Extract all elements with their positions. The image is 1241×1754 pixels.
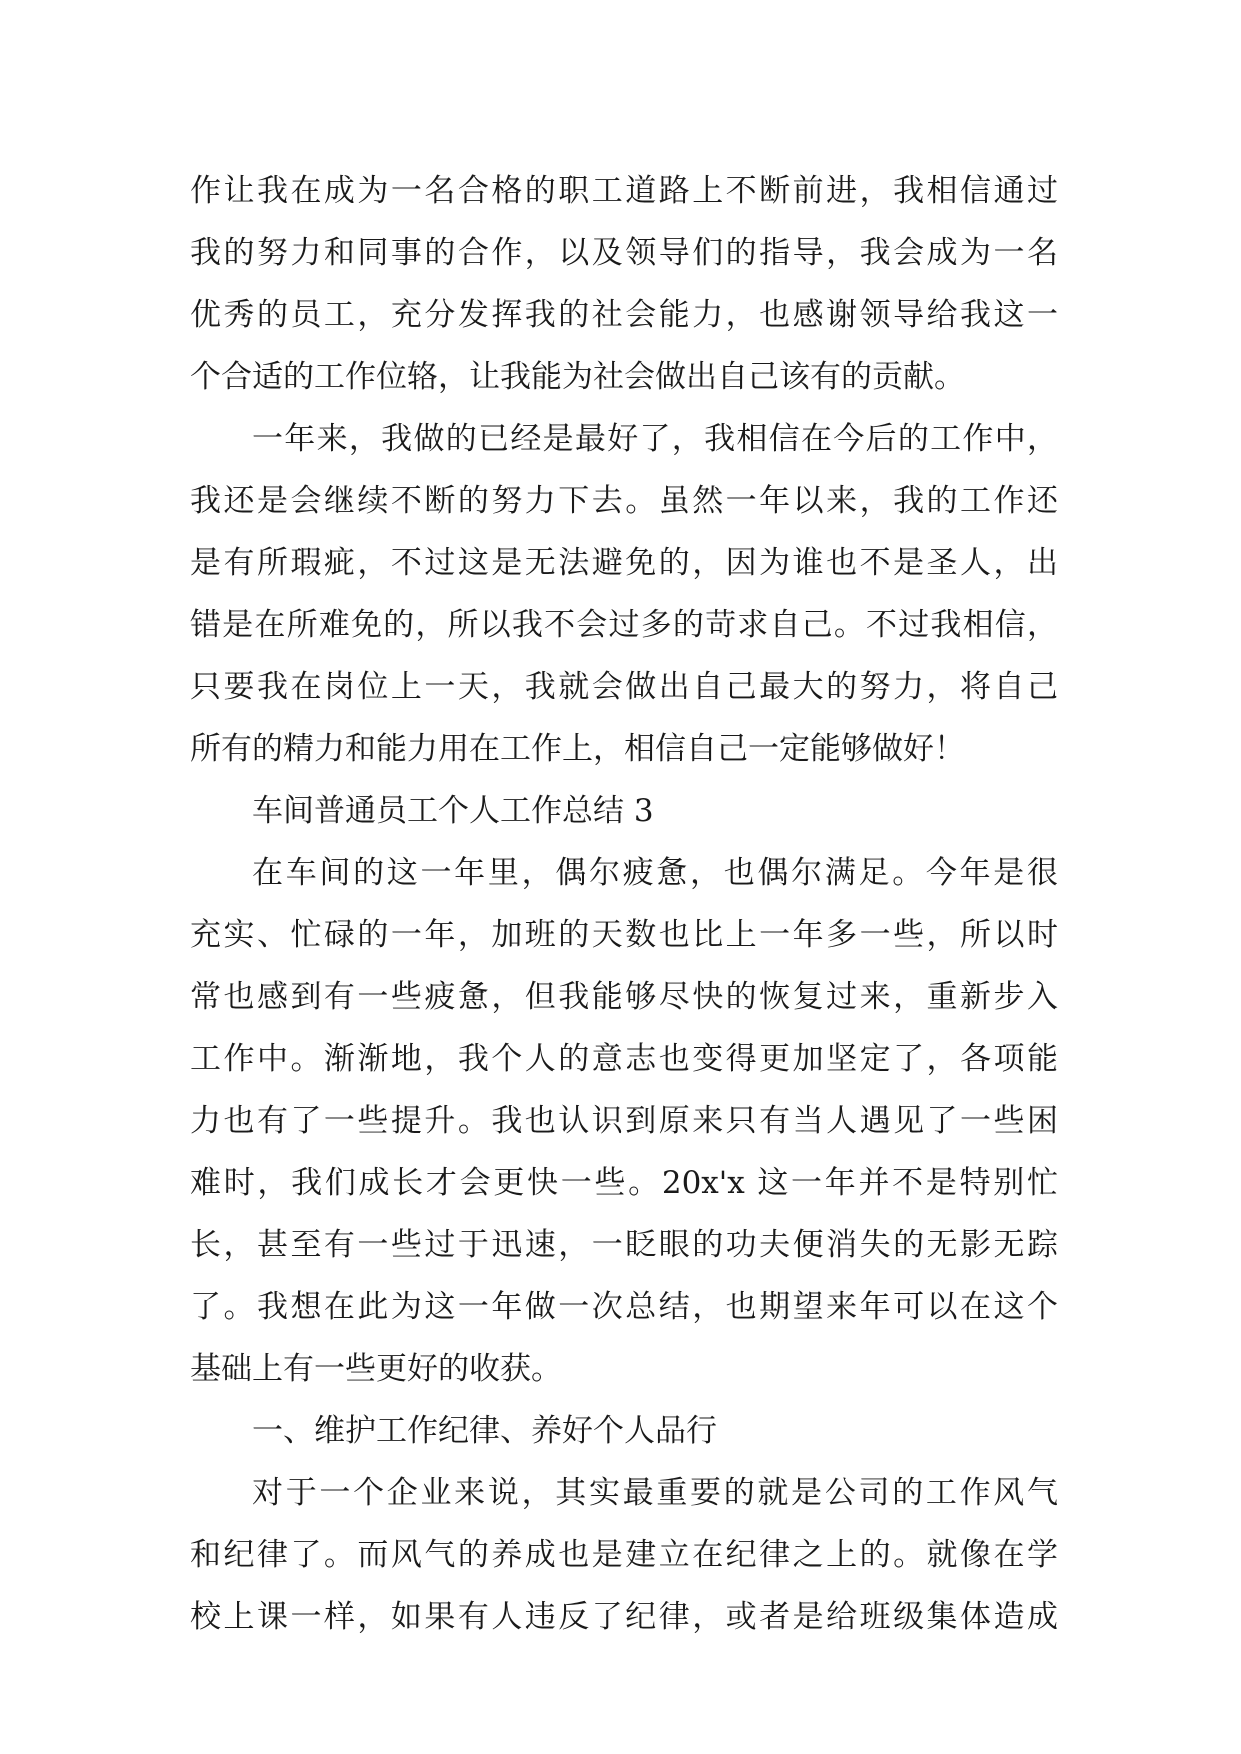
text-line: 只要我在岗位上一天，我就会做出自己最大的努力，将自己 bbox=[190, 669, 1058, 705]
text-line: 是有所瑕疵，不过这是无法避免的，因为谁也不是圣人，出 bbox=[190, 545, 1058, 581]
text-line: 充实、忙碌的一年，加班的天数也比上一年多一些，所以时 bbox=[190, 917, 1058, 953]
text-line: 长，甚至有一些过于迅速，一眨眼的功夫便消失的无影无踪 bbox=[190, 1227, 1058, 1263]
text-line: 我的努力和同事的合作，以及领导们的指导，我会成为一名 bbox=[190, 235, 1058, 271]
text-line: 力也有了一些提升。我也认识到原来只有当人遇见了一些困 bbox=[190, 1103, 1058, 1139]
text-line: 优秀的员工，充分发挥我的社会能力，也感谢领导给我这一 bbox=[190, 297, 1058, 333]
text-line: 作让我在成为一名合格的职工道路上不断前进，我相信通过 bbox=[190, 173, 1058, 209]
document-body bbox=[190, 160, 1058, 1648]
text-line: 在车间的这一年里，偶尔疲惫，也偶尔满足。今年是很 bbox=[252, 855, 1058, 891]
paragraph bbox=[190, 1462, 1058, 1648]
text-line: 常也感到有一些疲惫，但我能够尽快的恢复过来，重新步入 bbox=[190, 979, 1058, 1015]
text-line: 错是在所难免的，所以我不会过多的苛求自己。不过我相信， bbox=[190, 607, 1058, 643]
text-line: 基础上有一些更好的收获。 bbox=[190, 1351, 562, 1387]
text-line: 对于一个企业来说，其实最重要的就是公司的工作风气 bbox=[252, 1475, 1058, 1511]
section-heading bbox=[190, 1400, 1058, 1462]
heading-text: 一、维护工作纪律、养好个人品行 bbox=[252, 1413, 717, 1449]
heading-text: 车间普通员工个人工作总结 3 bbox=[252, 793, 654, 829]
text-line: 所有的精力和能力用在工作上，相信自己一定能够做好！ bbox=[190, 731, 965, 767]
text-line: 一年来，我做的已经是最好了，我相信在今后的工作中， bbox=[252, 421, 1058, 457]
text-line: 我还是会继续不断的努力下去。虽然一年以来，我的工作还 bbox=[190, 483, 1058, 519]
text-line: 校上课一样，如果有人违反了纪律，或者是给班级集体造成 bbox=[190, 1599, 1058, 1635]
paragraph bbox=[190, 160, 1058, 408]
text-line: 工作中。渐渐地，我个人的意志也变得更加坚定了，各项能 bbox=[190, 1041, 1058, 1077]
paragraph bbox=[190, 842, 1058, 1400]
text-line: 难时，我们成长才会更快一些。20x'x 这一年并不是特别忙 bbox=[190, 1165, 1058, 1201]
text-line: 个合适的工作位辂，让我能为社会做出自己该有的贡献。 bbox=[190, 359, 965, 395]
text-line: 了。我想在此为这一年做一次总结，也期望来年可以在这个 bbox=[190, 1289, 1058, 1325]
section-heading bbox=[190, 780, 1058, 842]
paragraph bbox=[190, 408, 1058, 780]
text-line: 和纪律了。而风气的养成也是建立在纪律之上的。就像在学 bbox=[190, 1537, 1058, 1573]
